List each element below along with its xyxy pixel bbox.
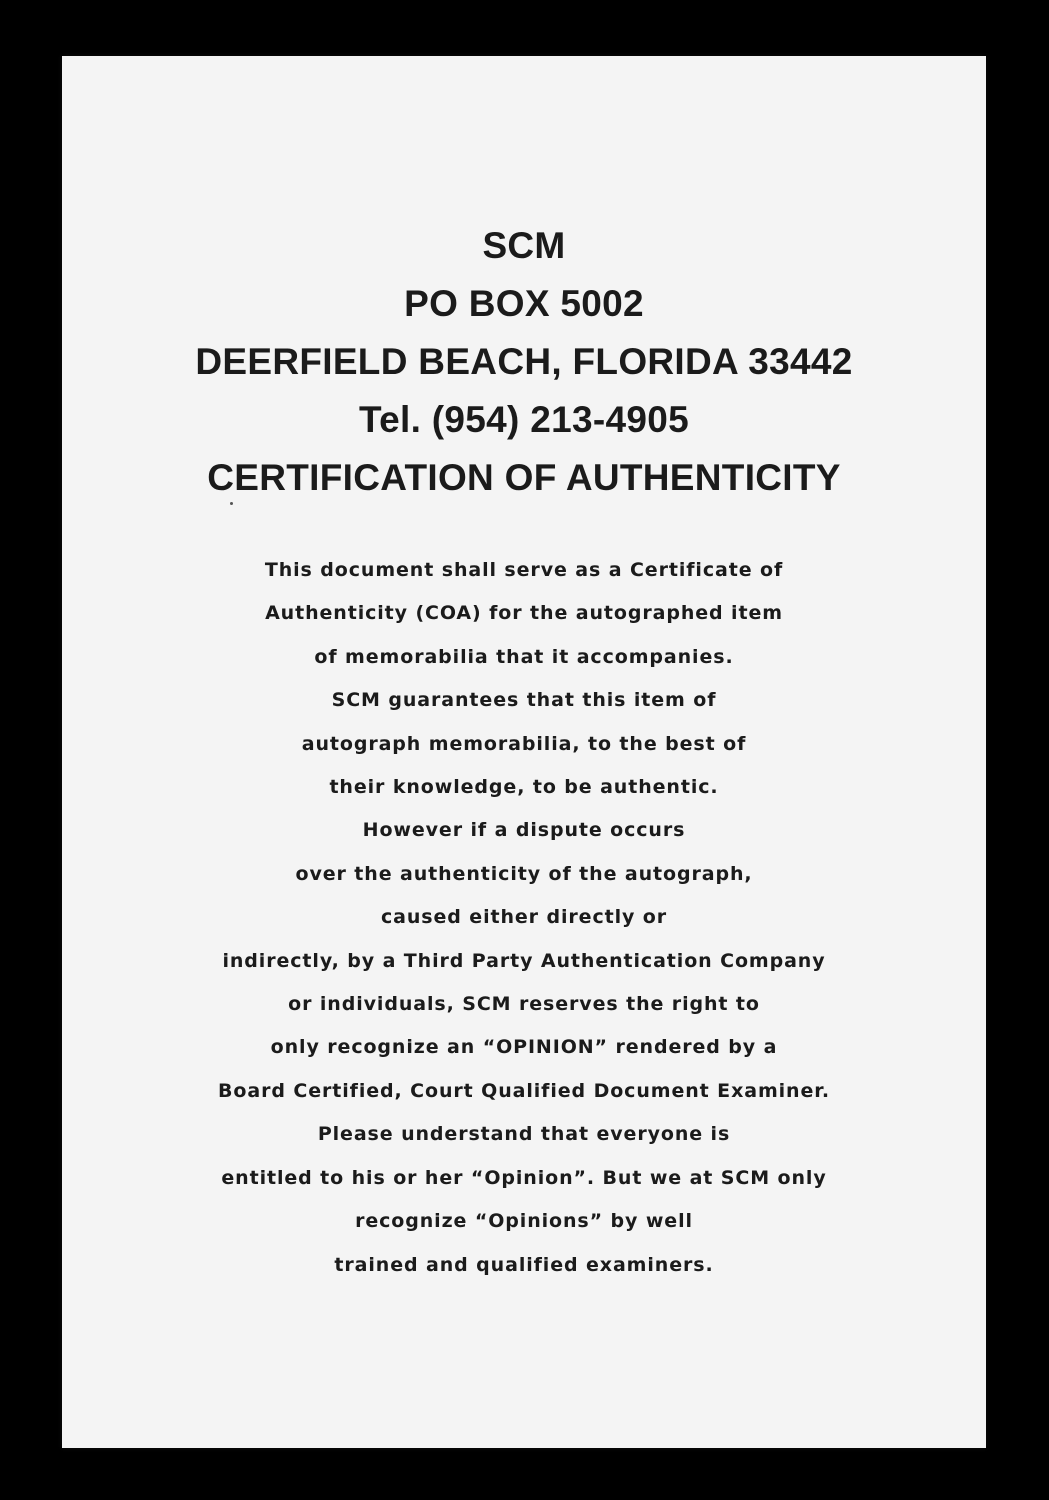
body-line: trained and qualified examiners. bbox=[334, 1253, 714, 1276]
body-line: Please understand that everyone is bbox=[317, 1123, 731, 1146]
po-box: PO BOX 5002 bbox=[404, 283, 644, 324]
certificate-card bbox=[62, 56, 986, 1448]
body-line: SCM guarantees that this item of bbox=[331, 689, 717, 712]
body-line: only recognize an “OPINION” rendered by a bbox=[270, 1036, 778, 1059]
telephone: Tel. (954) 213-4905 bbox=[359, 399, 689, 440]
body-line: Board Certified, Court Qualified Document Examiner. bbox=[218, 1079, 830, 1102]
body-line: indirectly, by a Third Party Authentication Company bbox=[222, 949, 826, 972]
body-line: their knowledge, to be authentic. bbox=[329, 776, 719, 799]
certificate-header bbox=[62, 217, 986, 507]
certificate-title: CERTIFICATION OF AUTHENTICITY bbox=[207, 457, 841, 498]
body-line: However if a dispute occurs bbox=[362, 819, 686, 842]
body-line: caused either directly or bbox=[380, 906, 668, 929]
company-name: SCM bbox=[482, 225, 566, 266]
body-line: Authenticity (COA) for the autographed item bbox=[265, 602, 783, 625]
body-line: or individuals, SCM reserves the right to bbox=[288, 993, 760, 1016]
body-line: This document shall serve as a Certificate of bbox=[264, 559, 784, 581]
body-line: of memorabilia that it accompanies. bbox=[314, 645, 734, 668]
certificate-body bbox=[62, 549, 986, 1287]
city-state-zip: DEERFIELD BEACH, FLORIDA 33442 bbox=[195, 341, 853, 382]
body-line: entitled to his or her “Opinion”. But we at SCM only bbox=[221, 1166, 827, 1189]
body-line: over the authenticity of the autograph, bbox=[295, 862, 753, 885]
body-line: recognize “Opinions” by well bbox=[355, 1210, 693, 1233]
body-line: autograph memorabilia, to the best of bbox=[301, 732, 747, 755]
